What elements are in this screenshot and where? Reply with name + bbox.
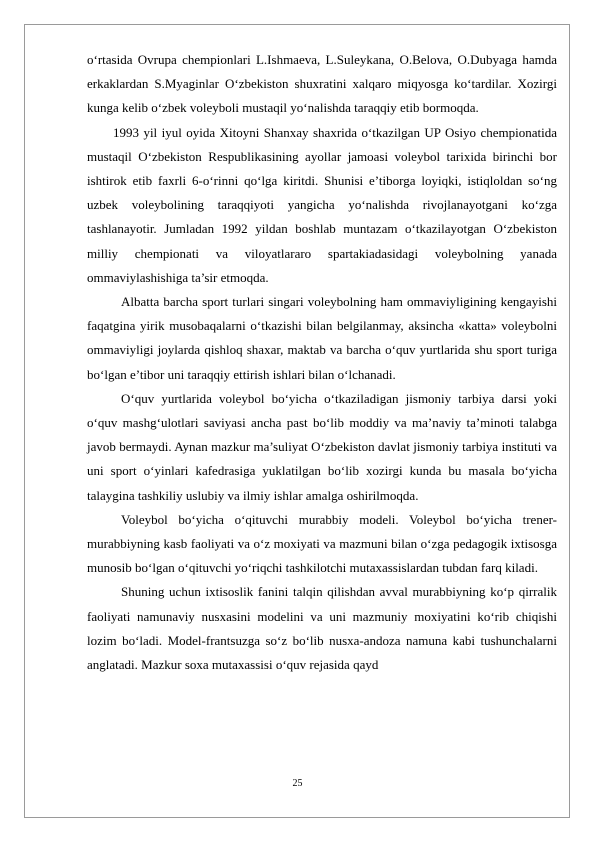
paragraph-2: 1993 yil iyul oyida Xitoyni Shanxay shaxrida o‘tkazilgan UP Osiyo chempionatida mustaqil O‘zbekiston Respublikasining ayollar jamoasi voleybol tarixida birinchi bor ishtirok etib faxrli 6-o‘rinni qo‘lga kiritdi. Shunisi e’tiborga loyiqki, istiqloldan so‘ng uzbek voleybolining taraqqiyoti yangicha yo‘nalishda rivojlanayotgani ko‘zga tashlanayotir. Jumladan 1992 yildan boshlab muntazam o‘tkazilayotgan O‘zbekiston milliy chempionati va viloyatlararo spartakiadasidagi voleybolning yanada ommaviylashishiga ta’sir etmoqda. [87,124,557,285]
page-number: 25 [292,778,303,789]
paragraph-6: Shuning uchun ixtisoslik fanini talqin qilishdan avval murabbiyning ko‘p qirralik faoliyati namunaviy nusxasini modelini va uni mazmuniy moxiyatini ko‘rib chiqishi lozim bo‘ladi. Model-frantsuzga so‘z bo‘lib nusxa-andoza namuna kabi tushunchalarni anglatadi. Mazkur soxa mutaxassisi o‘quv rejasida qayd [87,584,557,673]
paragraph-3: Albatta barcha sport turlari singari voleybolning ham ommaviyligining kengayishi faqatgina yirik musobaqalarni o‘tkazishi bilan belgilanmay, aksincha «katta» voleybolni ommaviyligi joylarda qishloq shaxar, maktab va barcha o‘quv yurtlarida shu sport turiga bo‘lgan e’tibor uni taraqqiy ettirish ishlari bilan o‘lchanadi. [87,294,557,382]
paragraph-4: O‘quv yurtlarida voleybol bo‘yicha o‘tkaziladigan jismoniy tarbiya darsi yoki o‘quv mashg‘ulotlari saviyasi ancha past bo‘lib moddiy va ma’naviy ta’minoti talabga javob bermaydi. Aynan mazkur ma’suliyat O‘zbekiston davlat jismoniy tarbiya instituti va uni sport o‘yinlari kafedrasiga yuklatilgan bo‘lib xozirgi kunda bu masala bo‘yicha talaygina tashkiliy uslubiy va ilmiy ishlar amalga oshirilmoqda. [87,390,557,503]
paragraph-5: Voleybol bo‘yicha o‘qituvchi murabbiy modeli. Voleybol bo‘yicha trener-murabbiyning kasb faoliyati va o‘z moxiyati va mazmuni bilan o‘zga pedagogik ixtisosga munosib bo‘lgan o‘qituvchi yo‘riqchi tashkilotchi mutaxassislardan tubdan farq kiladi. [87,511,557,576]
paragraph-1: o‘rtasida Ovrupa chempionlari L.Ishmaeva, L.Suleykana, O.Belova, O.Dubyaga hamda erkaklardan S.Myaginlar O‘zbekiston shuxratini xalqaro miqyosga ko‘tardilar. Xozirgi kunga kelib o‘zbek voleyboli mustaqil yo‘nalishda taraqqiy etib bormoqda. [87,52,557,116]
body-text [87,48,557,677]
